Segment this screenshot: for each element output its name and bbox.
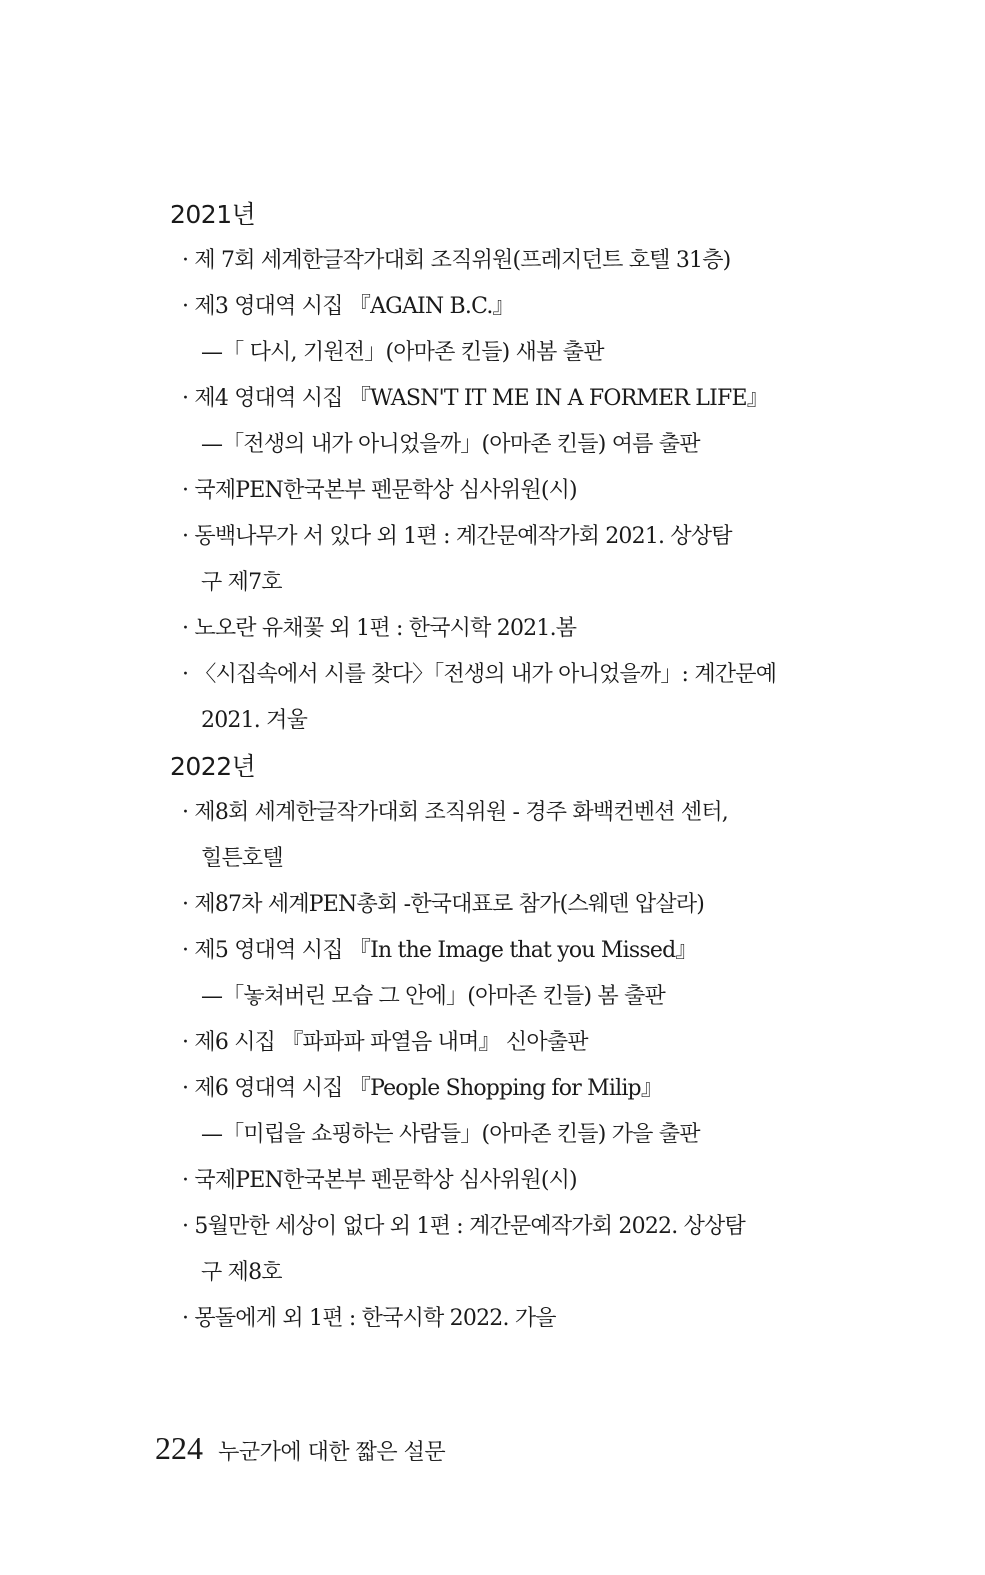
list-item-continuation: —「전생의 내가 아니었을까」(아마존 킨들) 여름 출판	[201, 432, 700, 457]
list-item: · 제4 영대역 시집 『WASN'T IT ME IN A FORMER LIFE』	[182, 386, 768, 411]
page-body	[170, 192, 830, 1342]
page-footer	[155, 1430, 445, 1467]
list-item: · 몽돌에게 외 1편 : 한국시학 2022. 가을	[182, 1306, 556, 1331]
list-item: · 제3 영대역 시집 『AGAIN B.C.』	[182, 294, 514, 319]
running-title: 누군가에 대한 짧은 설문	[218, 1440, 446, 1465]
list-item: · 제 7회 세계한글작가대회 조직위원(프레지던트 호텔 31층)	[182, 248, 731, 273]
list-item: · 제6 영대역 시집 『People Shopping for Milip』	[182, 1076, 663, 1101]
year-heading: 2021년	[170, 200, 256, 229]
list-item: · 제87차 세계PEN총회 -한국대표로 참가(스웨덴 압살라)	[182, 892, 705, 917]
list-item-continuation: —「놓쳐버린 모습 그 안에」(아마존 킨들) 봄 출판	[201, 984, 666, 1009]
list-item: · 노오란 유채꽃 외 1편 : 한국시학 2021.봄	[182, 616, 577, 641]
list-item: · 제5 영대역 시집 『In the Image that you Missed』	[182, 938, 697, 963]
list-item: · 제8회 세계한글작가대회 조직위원 - 경주 화백컨벤션 센터,	[182, 800, 728, 825]
year-heading: 2022년	[170, 752, 256, 781]
list-item: · 국제PEN한국본부 펜문학상 심사위원(시)	[182, 478, 577, 503]
list-item-continuation: 2021. 겨울	[201, 708, 308, 733]
list-item: · 국제PEN한국본부 펜문학상 심사위원(시)	[182, 1168, 577, 1193]
list-item-continuation: —「 다시, 기원전」(아마존 킨들) 새봄 출판	[201, 340, 604, 365]
list-item-continuation: 힐튼호텔	[201, 846, 283, 871]
section-2022	[170, 744, 830, 1342]
section-2021	[170, 192, 830, 744]
list-item: · 〈시집속에서 시를 찾다〉「전생의 내가 아니었을까」: 계간문예	[182, 662, 777, 687]
list-item-continuation: —「미립을 쇼핑하는 사람들」(아마존 킨들) 가을 출판	[201, 1122, 700, 1147]
list-item: · 제6 시집 『파파파 파열음 내며』 신아출판	[182, 1030, 588, 1055]
list-item-continuation: 구 제7호	[201, 570, 282, 595]
list-item-continuation: 구 제8호	[201, 1260, 282, 1285]
page-number: 224	[155, 1430, 203, 1466]
list-item: · 5월만한 세상이 없다 외 1편 : 계간문예작가회 2022. 상상탐	[182, 1214, 745, 1239]
list-item: · 동백나무가 서 있다 외 1편 : 계간문예작가회 2021. 상상탐	[182, 524, 732, 549]
